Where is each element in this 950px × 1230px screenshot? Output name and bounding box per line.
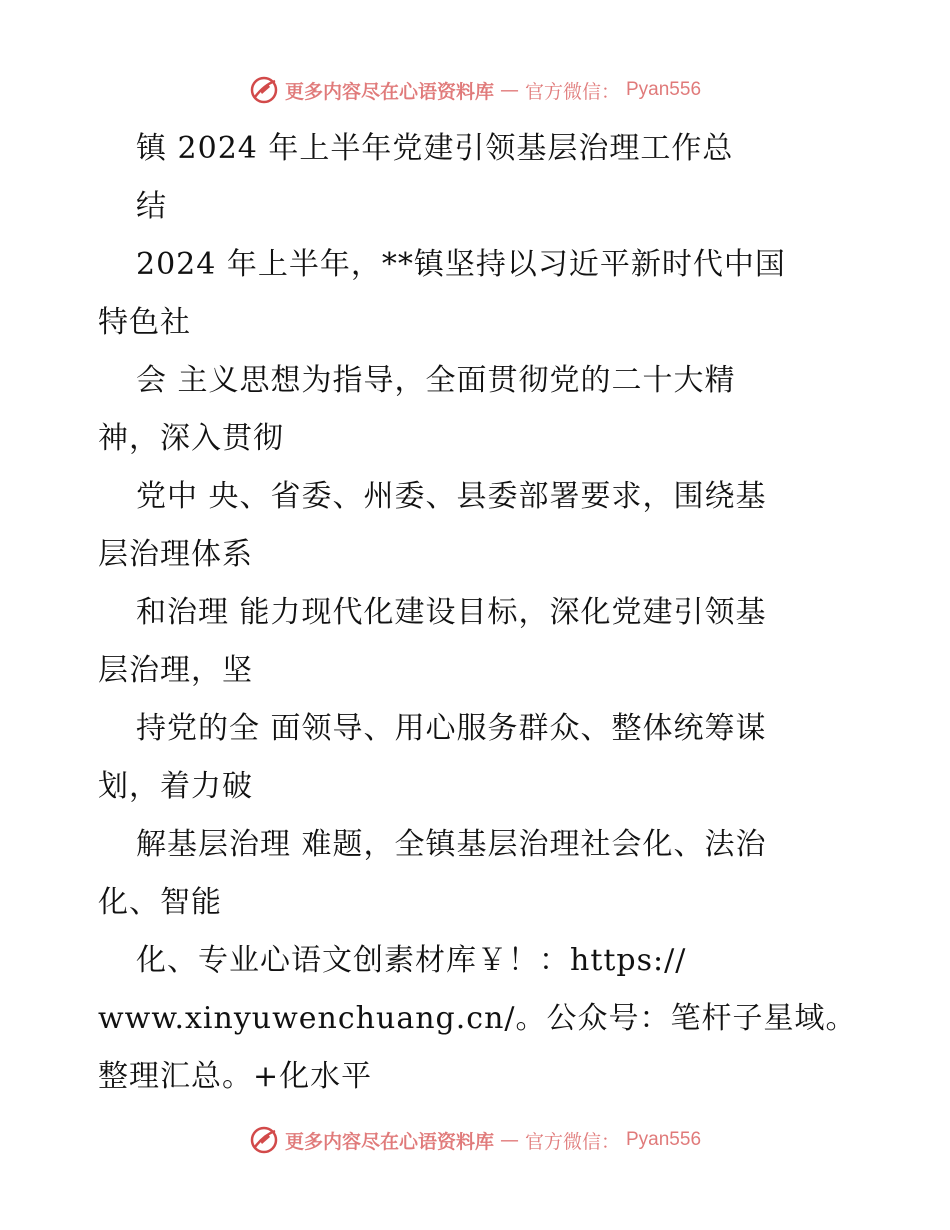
paragraph-line: 划，着力破 (98, 769, 253, 804)
title-line-1: 镇 2024 年上半年党建引领基层治理工作总 (136, 131, 734, 166)
paragraph-line: 解基层治理 难题，全镇基层治理社会化、法治 (136, 827, 767, 862)
pen-logo-icon (249, 75, 279, 105)
paragraph-line: 和治理 能力现代化建设目标，深化党建引领基 (136, 595, 767, 630)
paragraph-line: 层治理体系 (98, 537, 253, 572)
banner-wechat-label: 官方微信： (524, 1130, 620, 1153)
document-body (98, 120, 857, 1106)
banner-separator: — (499, 79, 519, 101)
paragraph-line: 特色社 (98, 305, 191, 340)
banner-wechat-id: Pyan556 (626, 79, 702, 100)
banner-wechat-id: Pyan556 (626, 1129, 702, 1150)
paragraph-line: 层治理，坚 (98, 653, 253, 688)
footer-watermark-banner (0, 1120, 950, 1160)
header-watermark-banner (0, 70, 950, 110)
paragraph-line: www.xinyuwenchuang.cn/。公众号：笔杆子星域。 (98, 1001, 857, 1036)
paragraph-line: 整理汇总。+化水平 (98, 1059, 373, 1094)
banner-wechat-label: 官方微信： (524, 80, 620, 103)
paragraph-line: 2024 年上半年，**镇坚持以习近平新时代中国 (136, 247, 786, 282)
paragraph-line: 化、专业心语文创素材库￥！：https:// (136, 943, 687, 978)
banner-main-text: 更多内容尽在心语资料库 (284, 80, 494, 103)
paragraph-line: 神，深入贯彻 (98, 421, 284, 456)
paragraph-line: 持党的全 面领导、用心服务群众、整体统筹谋 (136, 711, 767, 746)
banner-separator: — (499, 1129, 519, 1151)
paragraph-line: 党中 央、省委、州委、县委部署要求，围绕基 (136, 479, 767, 514)
banner-content (249, 75, 701, 105)
title-line-2: 结 (136, 189, 167, 224)
banner-main-text: 更多内容尽在心语资料库 (284, 1130, 494, 1153)
paragraph-line: 会 主义思想为指导，全面贯彻党的二十大精 (136, 363, 736, 398)
banner-content (249, 1125, 701, 1155)
pen-logo-icon (249, 1125, 279, 1155)
paragraph-line: 化、智能 (98, 885, 222, 920)
